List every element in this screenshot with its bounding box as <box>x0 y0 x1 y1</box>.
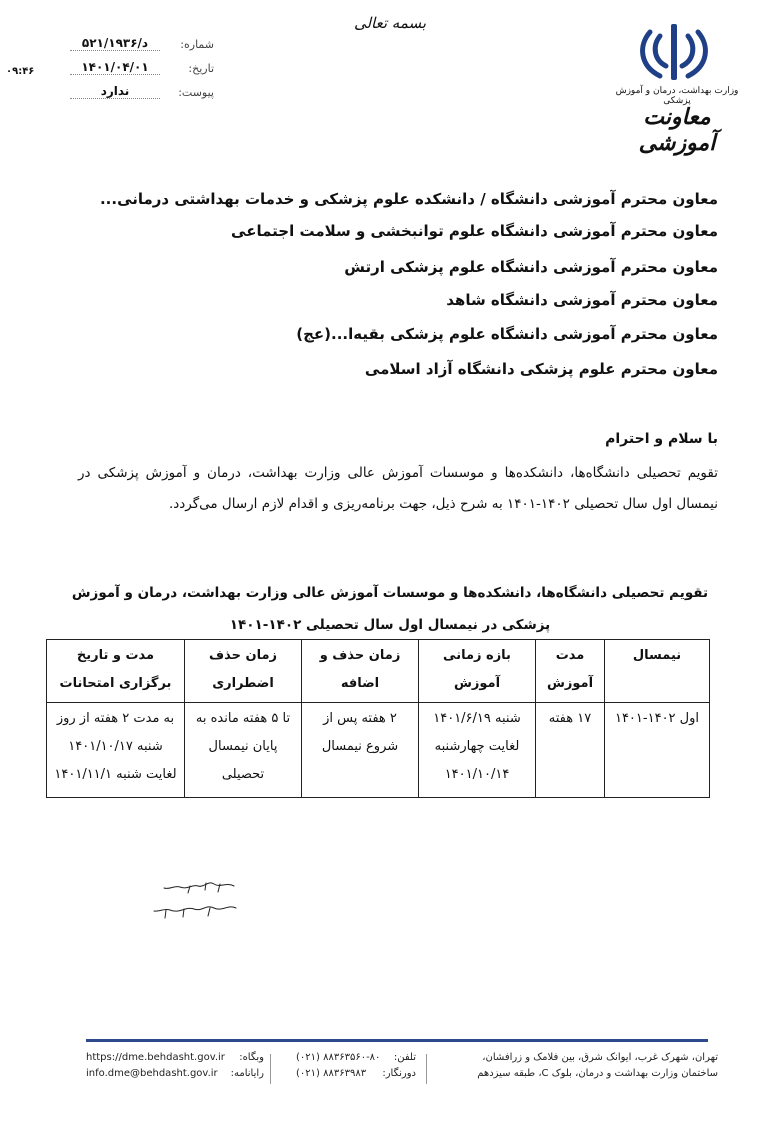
letter-attachment-value: ندارد <box>70 84 160 99</box>
letter-date-label: تاریخ: <box>188 62 214 75</box>
footer-separator <box>426 1054 427 1084</box>
table-cell: اول ۱۴۰۲-۱۴۰۱ <box>605 703 710 798</box>
column-header: زمان حذف اضطراری <box>185 640 302 703</box>
letter-date-value: ۱۴۰۱/۰۴/۰۱ <box>70 60 160 75</box>
footer-address-line: تهران، شهرک غرب، ایوانک شرق، بین فلامک و زرافشان، <box>482 1052 718 1063</box>
table-cell: به مدت ۲ هفته از روز شنبه ۱۴۰۱/۱۰/۱۷ لغایت شنبه ۱۴۰۱/۱۱/۱ <box>47 703 185 798</box>
ministry-name: وزارت بهداشت، درمان و آموزش پزشکی <box>615 86 739 106</box>
recipient-line: معاون محترم علوم پزشکی دانشگاه آزاد اسلامی <box>364 360 718 378</box>
letter-attachment-label: پیوست: <box>178 86 214 99</box>
table-row <box>47 703 710 798</box>
body-paragraph: تقویم تحصیلی دانشگاه‌ها، دانشکده‌ها و موسسات آموزش عالی وزارت بهداشت، درمان و آموزش پزشکی در نیمسال اول سال تحصیلی ۱۴۰۲-۱۴۰۱ به شرح ذیل، جهت برنامه‌ریزی و اقدام لازم ارسال می‌گردد. <box>78 465 718 512</box>
footer-email-label: رایانامه: <box>230 1068 264 1079</box>
letter-number-row <box>64 38 214 56</box>
column-header: مدت آموزش <box>536 640 605 703</box>
footer-email-link[interactable]: info.dme@behdasht.gov.ir <box>86 1068 218 1079</box>
letter-attachment-row <box>64 86 214 104</box>
table-header-row <box>47 640 710 703</box>
letter-number-label: شماره: <box>180 38 214 51</box>
letter-number-value: د/۵۲۱/۱۹۳۶ <box>70 36 160 51</box>
footer-web-link[interactable]: https://dme.behdasht.gov.ir <box>86 1052 225 1063</box>
footer-divider <box>86 1039 708 1042</box>
recipient-line: معاون محترم آموزشی دانشگاه / دانشکده علوم پزشکی و خدمات بهداشتی درمانی... <box>99 190 718 208</box>
footer-address-line: ساختمان وزارت بهداشت و درمان، بلوک C، طبقه سیزدهم <box>477 1068 718 1079</box>
column-header: نیمسال <box>605 640 710 703</box>
column-header: مدت و تاریخ برگزاری امتحانات <box>47 640 185 703</box>
calendar-table <box>46 639 710 798</box>
recipient-line: معاون محترم آموزشی دانشگاه علوم پزشکی بقیه‌ا...(عج) <box>296 325 718 343</box>
handwritten-signature <box>150 878 240 926</box>
letter-date-row <box>64 62 214 80</box>
recipient-line: معاون محترم آموزشی دانشگاه شاهد <box>446 291 718 309</box>
footer-phone-value: (۰۲۱) ۸۸۳۶۳۵۶۰-۸۰ <box>296 1052 381 1063</box>
table-title: تقویم تحصیلی دانشگاه‌ها، دانشکده‌ها و موسسات آموزش عالی وزارت بهداشت، درمان و آموزش پزشکی در نیمسال اول سال تحصیلی ۱۴۰۲-۱۴۰۱ <box>71 585 709 633</box>
footer-web-label: وبگاه: <box>239 1052 264 1063</box>
basmala: بسمه تعالی <box>353 14 427 32</box>
table-cell: ۲ هفته پس از شروع نیمسال <box>302 703 419 798</box>
ministry-emblem-icon <box>636 20 712 84</box>
column-header: بازه زمانی آموزش <box>419 640 536 703</box>
table-cell: ۱۷ هفته <box>536 703 605 798</box>
footer-phone-label: تلفن: <box>393 1052 416 1063</box>
recipient-line: معاون محترم آموزشی دانشگاه علوم توانبخشی و سلامت اجتماعی <box>231 222 718 240</box>
footer-fax-value: (۰۲۱) ۸۸۳۶۳۹۸۳ <box>296 1068 367 1079</box>
greeting: با سلام و احترام <box>605 431 718 447</box>
letter-time: ۰۹:۴۶ <box>6 66 35 77</box>
footer-separator <box>270 1054 271 1084</box>
footer-fax-label: دورنگار: <box>382 1068 416 1079</box>
table-cell: شنبه ۱۴۰۱/۶/۱۹ لغایت چهارشنبه ۱۴۰۱/۱۰/۱۴ <box>419 703 536 798</box>
deputy-name: معاونت آموزشی <box>638 104 716 156</box>
table-cell: تا ۵ هفته مانده به پایان نیمسال تحصیلی <box>185 703 302 798</box>
column-header: زمان حذف و اضافه <box>302 640 419 703</box>
recipient-line: معاون محترم آموزشی دانشگاه علوم پزشکی ارتش <box>344 258 718 276</box>
